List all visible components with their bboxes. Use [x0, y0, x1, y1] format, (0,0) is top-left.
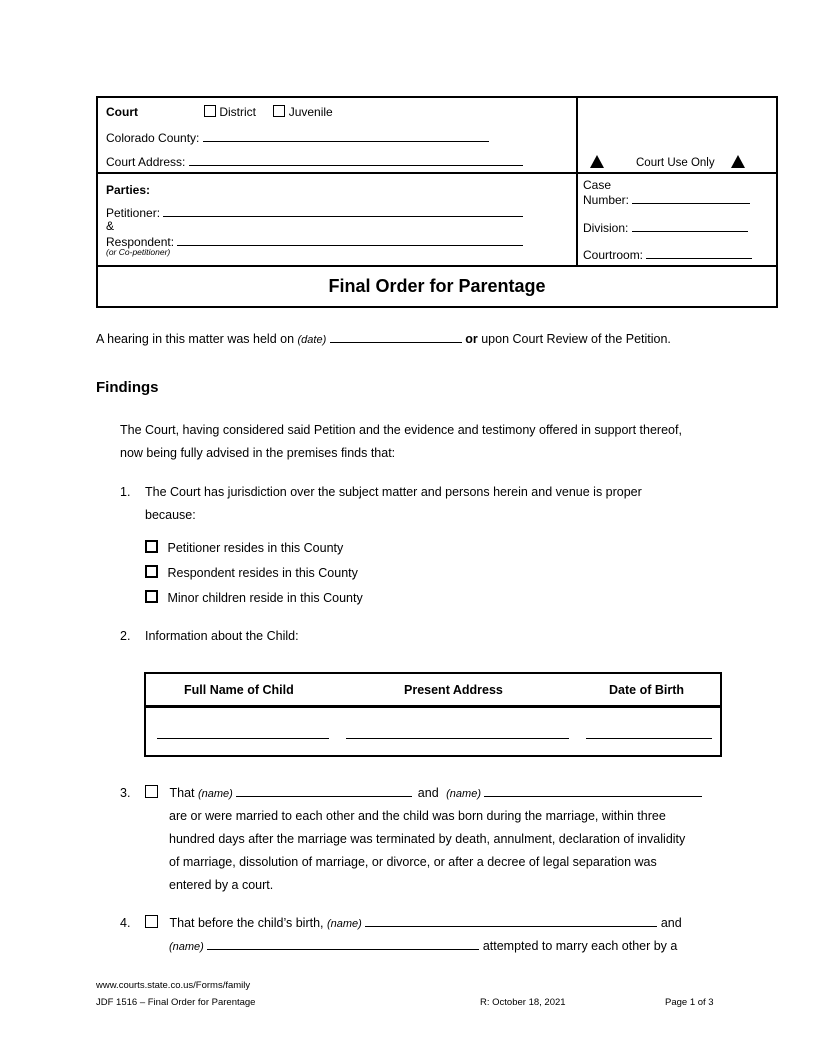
child-name-field[interactable] — [157, 738, 329, 739]
case-caption-box — [96, 96, 778, 308]
juvenile-checkbox[interactable] — [273, 105, 285, 117]
item4-checkbox[interactable] — [145, 915, 158, 928]
item1-number: 1. — [120, 485, 131, 499]
parties-label: Parties: — [106, 183, 151, 197]
name-hint: (name) — [327, 918, 362, 930]
option-respondent-resides — [145, 562, 358, 585]
court-row — [106, 105, 138, 119]
header-present-address: Present Address — [404, 683, 503, 697]
and-word: and — [660, 916, 682, 930]
item1-line1: The Court has jurisdiction over the subject matter and persons herein and venue is proper — [145, 485, 642, 499]
respondent-label: Respondent: — [106, 235, 175, 249]
juvenile-label: Juvenile — [288, 105, 333, 119]
hearing-suffix: upon Court Review of the Petition. — [481, 332, 671, 346]
item3-name2-field[interactable] — [484, 785, 702, 797]
option-label: Petitioner resides in this County — [167, 541, 344, 555]
footer-url: www.courts.state.co.us/Forms/family — [96, 980, 251, 991]
children-reside-checkbox[interactable] — [145, 590, 158, 603]
name-hint: (name) — [169, 941, 204, 953]
case-number-label: Number: — [583, 193, 630, 207]
child-info-table — [144, 672, 722, 757]
item3-line: hundred days after the marriage was terminated by death, annulment, declaration of invalidity — [169, 832, 686, 846]
and-word: and — [417, 786, 439, 800]
name-hint: (name) — [446, 788, 481, 800]
item3-name1-field[interactable] — [236, 785, 412, 797]
district-checkbox[interactable] — [204, 105, 216, 117]
ampersand: & — [106, 219, 115, 233]
case-label: Case — [583, 178, 612, 192]
petitioner-field[interactable] — [163, 205, 523, 217]
form-title: Final Order for Parentage — [328, 276, 546, 296]
item4-name1-field[interactable] — [365, 915, 657, 927]
court-label: Court — [106, 105, 138, 119]
court-address-field[interactable] — [189, 154, 523, 166]
caption-divider-top — [98, 172, 776, 174]
respondent-field[interactable] — [177, 234, 523, 246]
case-number-field[interactable] — [632, 192, 750, 204]
item3-line: of marriage, dissolution of marriage, or divorce, or after a decree of legal separation was — [169, 855, 657, 869]
respondent-resides-checkbox[interactable] — [145, 565, 158, 578]
item1-line2: because: — [145, 508, 196, 522]
item3-that: That — [169, 786, 195, 800]
court-use-only-label: Court Use Only — [636, 157, 715, 169]
division-field[interactable] — [632, 220, 748, 232]
item4-tail: attempted to marry each other by a — [482, 939, 678, 953]
footer-page-number: Page 1 of 3 — [665, 997, 714, 1008]
hearing-line — [96, 328, 671, 352]
option-label: Respondent resides in this County — [167, 566, 358, 580]
district-label: District — [219, 105, 257, 119]
option-children-reside — [145, 587, 363, 610]
option-petitioner-resides — [145, 537, 343, 560]
item3-checkbox[interactable] — [145, 785, 158, 798]
item4-second-line — [169, 935, 677, 959]
up-arrow-left-icon — [590, 155, 604, 171]
courtroom-field[interactable] — [646, 247, 752, 259]
findings-intro-line1: The Court, having considered said Petition and the evidence and testimony offered in support thereof, — [120, 423, 682, 437]
petitioner-label: Petitioner: — [106, 206, 161, 220]
up-arrow-right-icon — [731, 155, 745, 171]
child-address-field[interactable] — [346, 738, 569, 739]
item3-number: 3. — [120, 786, 131, 800]
county-field[interactable] — [203, 130, 489, 142]
court-address-label: Court Address: — [106, 155, 186, 169]
item4-number: 4. — [120, 916, 131, 930]
caption-divider-vertical — [576, 98, 578, 266]
courtroom-label: Courtroom: — [583, 248, 644, 262]
or-word: or — [465, 332, 478, 346]
division-label: Division: — [583, 221, 629, 235]
hearing-date-field[interactable] — [330, 331, 462, 343]
option-label: Minor children reside in this County — [167, 591, 363, 605]
findings-heading: Findings — [96, 379, 159, 396]
header-full-name: Full Name of Child — [184, 683, 294, 697]
item2-text: Information about the Child: — [145, 629, 299, 643]
findings-intro-line2: now being fully advised in the premises finds that: — [120, 446, 396, 460]
county-label: Colorado County: — [106, 131, 200, 145]
hearing-prefix: A hearing in this matter was held on — [96, 332, 295, 346]
item4-that: That before the child’s birth, — [169, 916, 324, 930]
footer-revision: R: October 18, 2021 — [480, 997, 566, 1008]
county-row — [106, 130, 489, 145]
item3-line: are or were married to each other and the child was born during the marriage, within three — [169, 809, 666, 823]
court-address-row — [106, 154, 523, 169]
item4-name2-field[interactable] — [207, 938, 479, 950]
item4-first-line — [145, 912, 682, 936]
courtroom-row — [583, 247, 752, 262]
court-type-options — [204, 105, 333, 119]
item2-number: 2. — [120, 629, 131, 643]
case-number-row — [583, 192, 750, 207]
footer-form-id: JDF 1516 – Final Order for Parentage — [96, 997, 256, 1008]
petitioner-resides-checkbox[interactable] — [145, 540, 158, 553]
division-row — [583, 220, 748, 235]
item3-first-line — [145, 782, 702, 806]
table-header-row — [146, 674, 720, 708]
child-dob-field[interactable] — [586, 738, 712, 739]
date-hint: (date) — [297, 334, 327, 346]
co-petitioner-note: (or Co-petitioner) — [106, 247, 171, 257]
item3-line: entered by a court. — [169, 878, 274, 892]
name-hint: (name) — [197, 788, 233, 800]
header-date-of-birth: Date of Birth — [609, 683, 684, 697]
petitioner-row — [106, 205, 523, 220]
